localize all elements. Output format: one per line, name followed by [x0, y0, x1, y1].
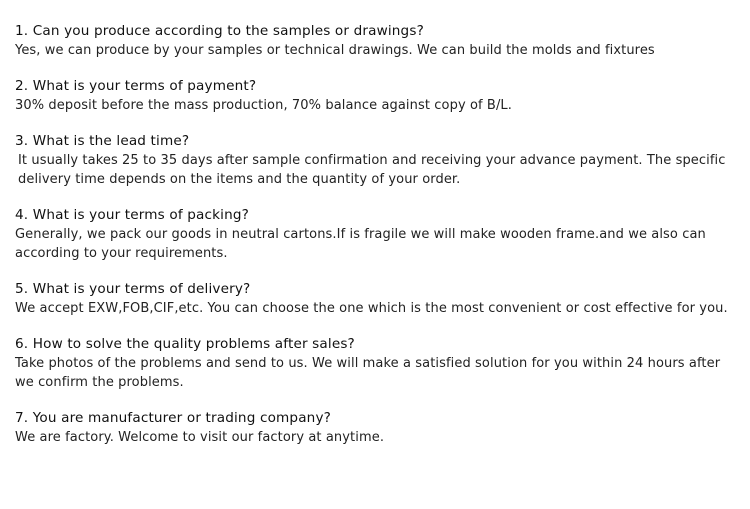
- faq-answer: It usually takes 25 to 35 days after sample confirmation and receiving your advance payment. The specific delivery time depends on the items and the quantity of your order.: [18, 153, 726, 187]
- faq-answer: We are factory. Welcome to visit our factory at anytime.: [15, 430, 385, 445]
- faq-item-delivery: [15, 280, 743, 318]
- faq-item-packing: [15, 206, 743, 263]
- faq-answer: Yes, we can produce by your samples or technical drawings. We can build the molds and fixtures: [15, 43, 655, 58]
- faq-answer: Generally, we pack our goods in neutral cartons.If is fragile we will make wooden frame.and we also can according to your requirements.: [15, 227, 706, 261]
- faq-question: 5. What is your terms of delivery?: [15, 281, 251, 297]
- faq-item-quality: [15, 335, 743, 392]
- faq-answer: We accept EXW,FOB,CIF,etc. You can choose the one which is the most convenient or cost effective for you.: [15, 301, 728, 316]
- faq-item-samples: [15, 22, 743, 60]
- faq-item-payment: [15, 77, 743, 115]
- faq-question: 4. What is your terms of packing?: [15, 207, 249, 223]
- faq-answer: Take photos of the problems and send to us. We will make a satisfied solution for you within 24 hours after we confirm the problems.: [15, 356, 721, 390]
- faq-question: 1. Can you produce according to the samples or drawings?: [15, 23, 424, 39]
- faq-item-lead-time: [15, 132, 743, 189]
- faq-item-company-type: [15, 409, 743, 447]
- faq-question: 3. What is the lead time?: [15, 133, 190, 149]
- faq-answer: 30% deposit before the mass production, 70% balance against copy of B/L.: [15, 98, 513, 113]
- faq-question: 7. You are manufacturer or trading company?: [15, 410, 332, 426]
- faq-question: 6. How to solve the quality problems after sales?: [15, 336, 355, 352]
- faq-question: 2. What is your terms of payment?: [15, 78, 257, 94]
- faq-list: [15, 22, 743, 464]
